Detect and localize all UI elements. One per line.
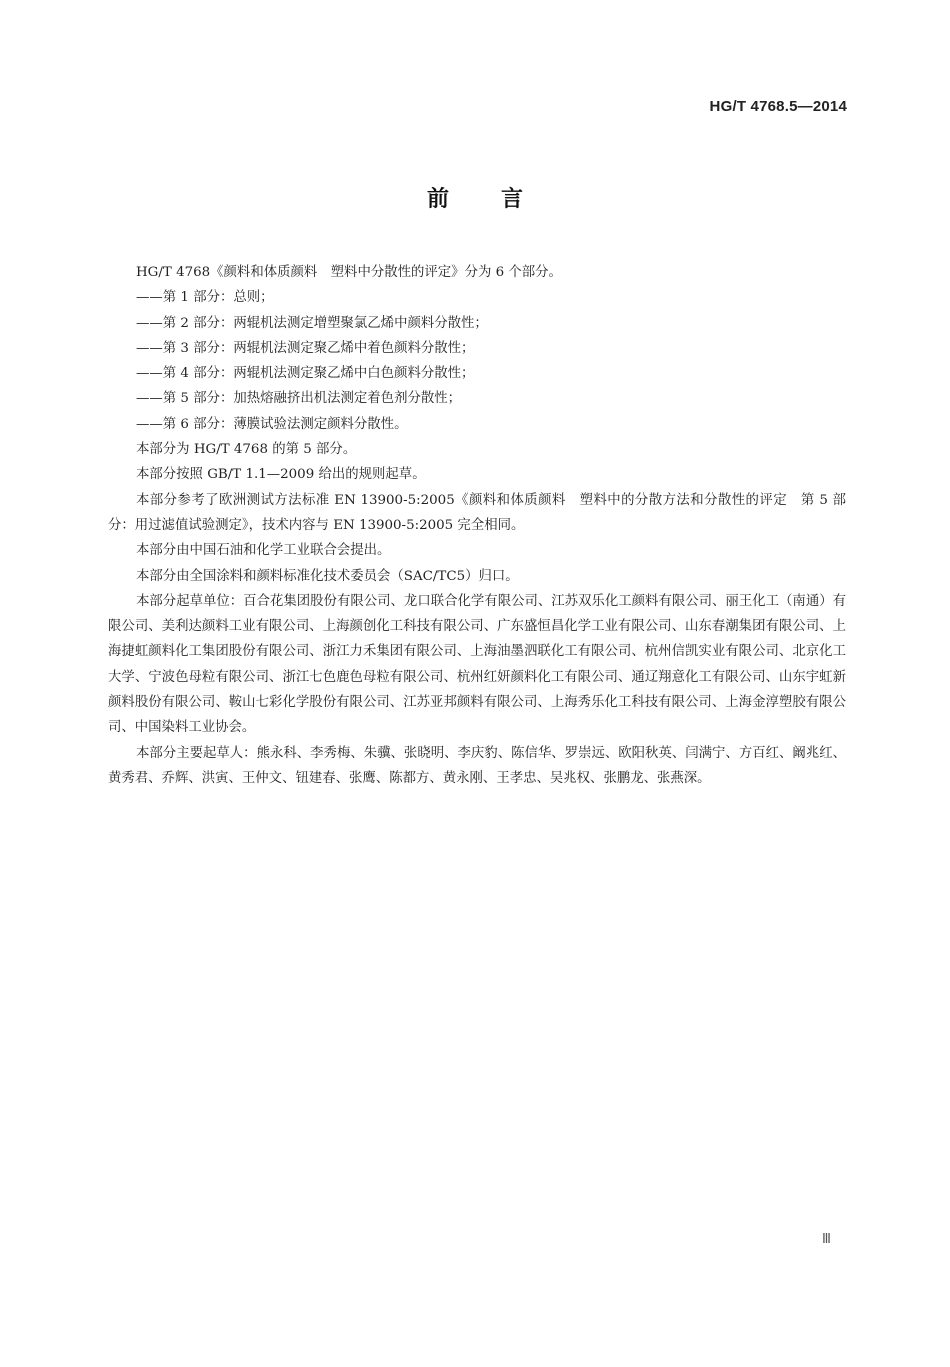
this-part-paragraph: 本部分为 HG/T 4768 的第 5 部分。 — [136, 442, 357, 458]
reference-paragraph: 本部分参考了欧洲测试方法标准 EN 13900-5:2005《颜料和体质颜料 塑料中的分散方法和分散性的评定 第 5 部分：用过滤值试验测定》，技术内容与 EN 13900-5:2005 完全相同。 — [108, 492, 846, 533]
standard-code-header: HG/T 4768.5—2014 — [709, 98, 847, 115]
drafting-units-paragraph: 本部分起草单位：百合花集团股份有限公司、龙口联合化学有限公司、江苏双乐化工颜料有限公司、丽王化工（南通）有限公司、美利达颜料工业有限公司、上海颜创化工科技有限公司、广东盛恒昌化学工业有限公司、山东春潮集团有限公司、上海捷虹颜料化工集团股份有限公司、浙江力禾集团有限公司、上海油墨泗联化工有限公司、杭州信凯实业有限公司、北京化工大学、宁波色母粒有限公司、浙江七色鹿色母粒有限公司、杭州红妍颜料化工有限公司、通辽翔意化工有限公司、山东宇虹新颜料股份有限公司、鞍山七彩化学股份有限公司、江苏亚邦颜料有限公司、上海秀乐化工科技有限公司、上海金淳塑胶有限公司、中国染料工业协会。 — [108, 593, 846, 736]
part-list-item: ——第 4 部分：两辊机法测定聚乙烯中白色颜料分散性； — [136, 366, 475, 382]
part-list-item: ——第 1 部分：总则； — [136, 290, 274, 306]
part-list-item: ——第 5 部分：加热熔融挤出机法测定着色剂分散性； — [136, 391, 462, 407]
part-list-item: ——第 3 部分：两辊机法测定聚乙烯中着色颜料分散性； — [136, 340, 475, 356]
foreword-body — [108, 260, 846, 791]
centralized-by-paragraph: 本部分由全国涂料和颜料标准化技术委员会（SAC/TC5）归口。 — [136, 568, 519, 584]
intro-paragraph: HG/T 4768《颜料和体质颜料 塑料中分散性的评定》分为 6 个部分。 — [136, 265, 562, 280]
page-title: 前言 — [426, 187, 575, 212]
page-number: Ⅲ — [822, 1232, 830, 1247]
part-list-item: ——第 2 部分：两辊机法测定增塑聚氯乙烯中颜料分散性； — [136, 315, 488, 331]
part-list-item: ——第 6 部分：薄膜试验法测定颜料分散性。 — [136, 416, 408, 432]
proposed-by-paragraph: 本部分由中国石油和化学工业联合会提出。 — [136, 543, 391, 559]
drafting-rules-paragraph: 本部分按照 GB/T 1.1—2009 给出的规则起草。 — [136, 467, 426, 483]
main-drafters-paragraph: 本部分主要起草人：熊永科、李秀梅、朱骥、张晓明、李庆豹、陈信华、罗崇远、欧阳秋英、闫满宁、方百红、阚兆红、黄秀君、乔辉、洪寅、王仲文、钮建春、张鹰、陈都方、黄永刚、王孝忠、吴兆权、张鹏龙、张燕深。 — [108, 745, 846, 786]
